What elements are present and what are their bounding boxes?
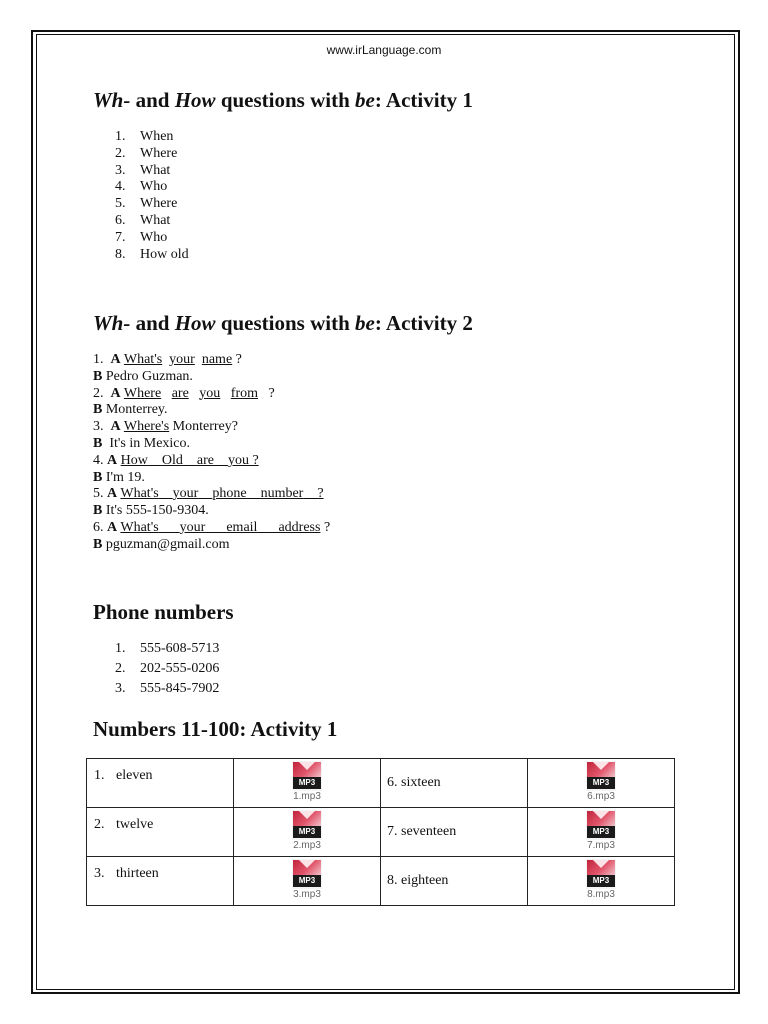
list-item: 2. Where: [115, 145, 178, 161]
mp3-icon: MP3: [586, 810, 616, 840]
number-word-cell: 2. twelve: [87, 808, 234, 857]
number-word-cell: 6. sixteen: [381, 759, 528, 808]
activity1-title: Wh- and How questions with be: Activity 1: [93, 88, 473, 112]
audio-cell: [234, 857, 381, 906]
number-word-cell: 3. thirteen: [87, 857, 234, 906]
number-word-cell: 1. eleven: [87, 759, 234, 808]
dialog-line: B It's in Mexico.: [93, 435, 191, 451]
dialog-line: 6. A What's your email address ?: [93, 519, 331, 535]
list-item: 3. 555-845-7902: [115, 681, 220, 696]
list-item: 3. What: [115, 162, 171, 178]
list-item: 6. What: [115, 212, 171, 228]
dialog-line: 1. A What's your name ?: [93, 352, 242, 367]
audio-cell: [234, 808, 381, 857]
mp3-icon: MP3: [292, 810, 322, 840]
mp3-audio-icon[interactable]: MP3 2.mp3: [292, 810, 322, 851]
mp3-icon: MP3: [292, 859, 322, 889]
table-row: [87, 759, 675, 808]
list-item: 7. Who: [115, 229, 168, 245]
audio-cell: [528, 857, 675, 906]
mp3-audio-icon[interactable]: MP3 3.mp3: [292, 859, 322, 900]
numbers-table: [86, 758, 675, 906]
mp3-audio-icon[interactable]: MP3 1.mp3: [292, 761, 322, 802]
activity1-list: [115, 129, 189, 263]
dialog-line: B Pedro Guzman.: [93, 368, 193, 384]
dialog-line: 4. A How Old are you ?: [93, 452, 259, 468]
mp3-audio-icon[interactable]: MP3 6.mp3: [586, 761, 616, 802]
dialog-line: B I'm 19.: [93, 469, 145, 485]
mp3-audio-icon[interactable]: MP3 7.mp3: [586, 810, 616, 851]
list-item: 4. Who: [115, 179, 168, 195]
mp3-icon: MP3: [586, 859, 616, 889]
list-item: 5. Where: [115, 196, 178, 212]
list-item: 1. When: [115, 129, 174, 144]
dialog-line: B Monterrey.: [93, 402, 168, 418]
dialog-line: B pguzman@gmail.com: [93, 536, 230, 552]
site-url[interactable]: www.irLanguage.com: [326, 43, 442, 57]
list-item: 1. 555-608-5713: [115, 641, 220, 656]
dialog-line: 2. A Where are you from ?: [93, 385, 275, 401]
numbers-title: Numbers 11-100: Activity 1: [93, 717, 338, 741]
dialog-line: 5. A What's your phone number ?: [93, 486, 324, 502]
audio-cell: [528, 808, 675, 857]
number-word-cell: 7. seventeen: [381, 808, 528, 857]
audio-cell: [234, 759, 381, 808]
mp3-icon: MP3: [292, 761, 322, 791]
phone-numbers-title: Phone numbers: [93, 600, 234, 624]
activity2-title: Wh- and How questions with be: Activity 2: [93, 311, 473, 335]
mp3-audio-icon[interactable]: MP3 8.mp3: [586, 859, 616, 900]
phone-numbers-list: [115, 639, 219, 699]
mp3-icon: MP3: [586, 761, 616, 791]
number-word-cell: 8. eighteen: [381, 857, 528, 906]
table-row: [87, 857, 675, 906]
activity2-dialog: [93, 352, 330, 554]
dialog-line: 3. A Where's Monterrey?: [93, 419, 238, 435]
audio-cell: [528, 759, 675, 808]
table-row: [87, 808, 675, 857]
list-item: 2. 202-555-0206: [115, 661, 220, 676]
list-item: 8. How old: [115, 246, 189, 262]
dialog-line: B It's 555-150-9304.: [93, 503, 209, 519]
